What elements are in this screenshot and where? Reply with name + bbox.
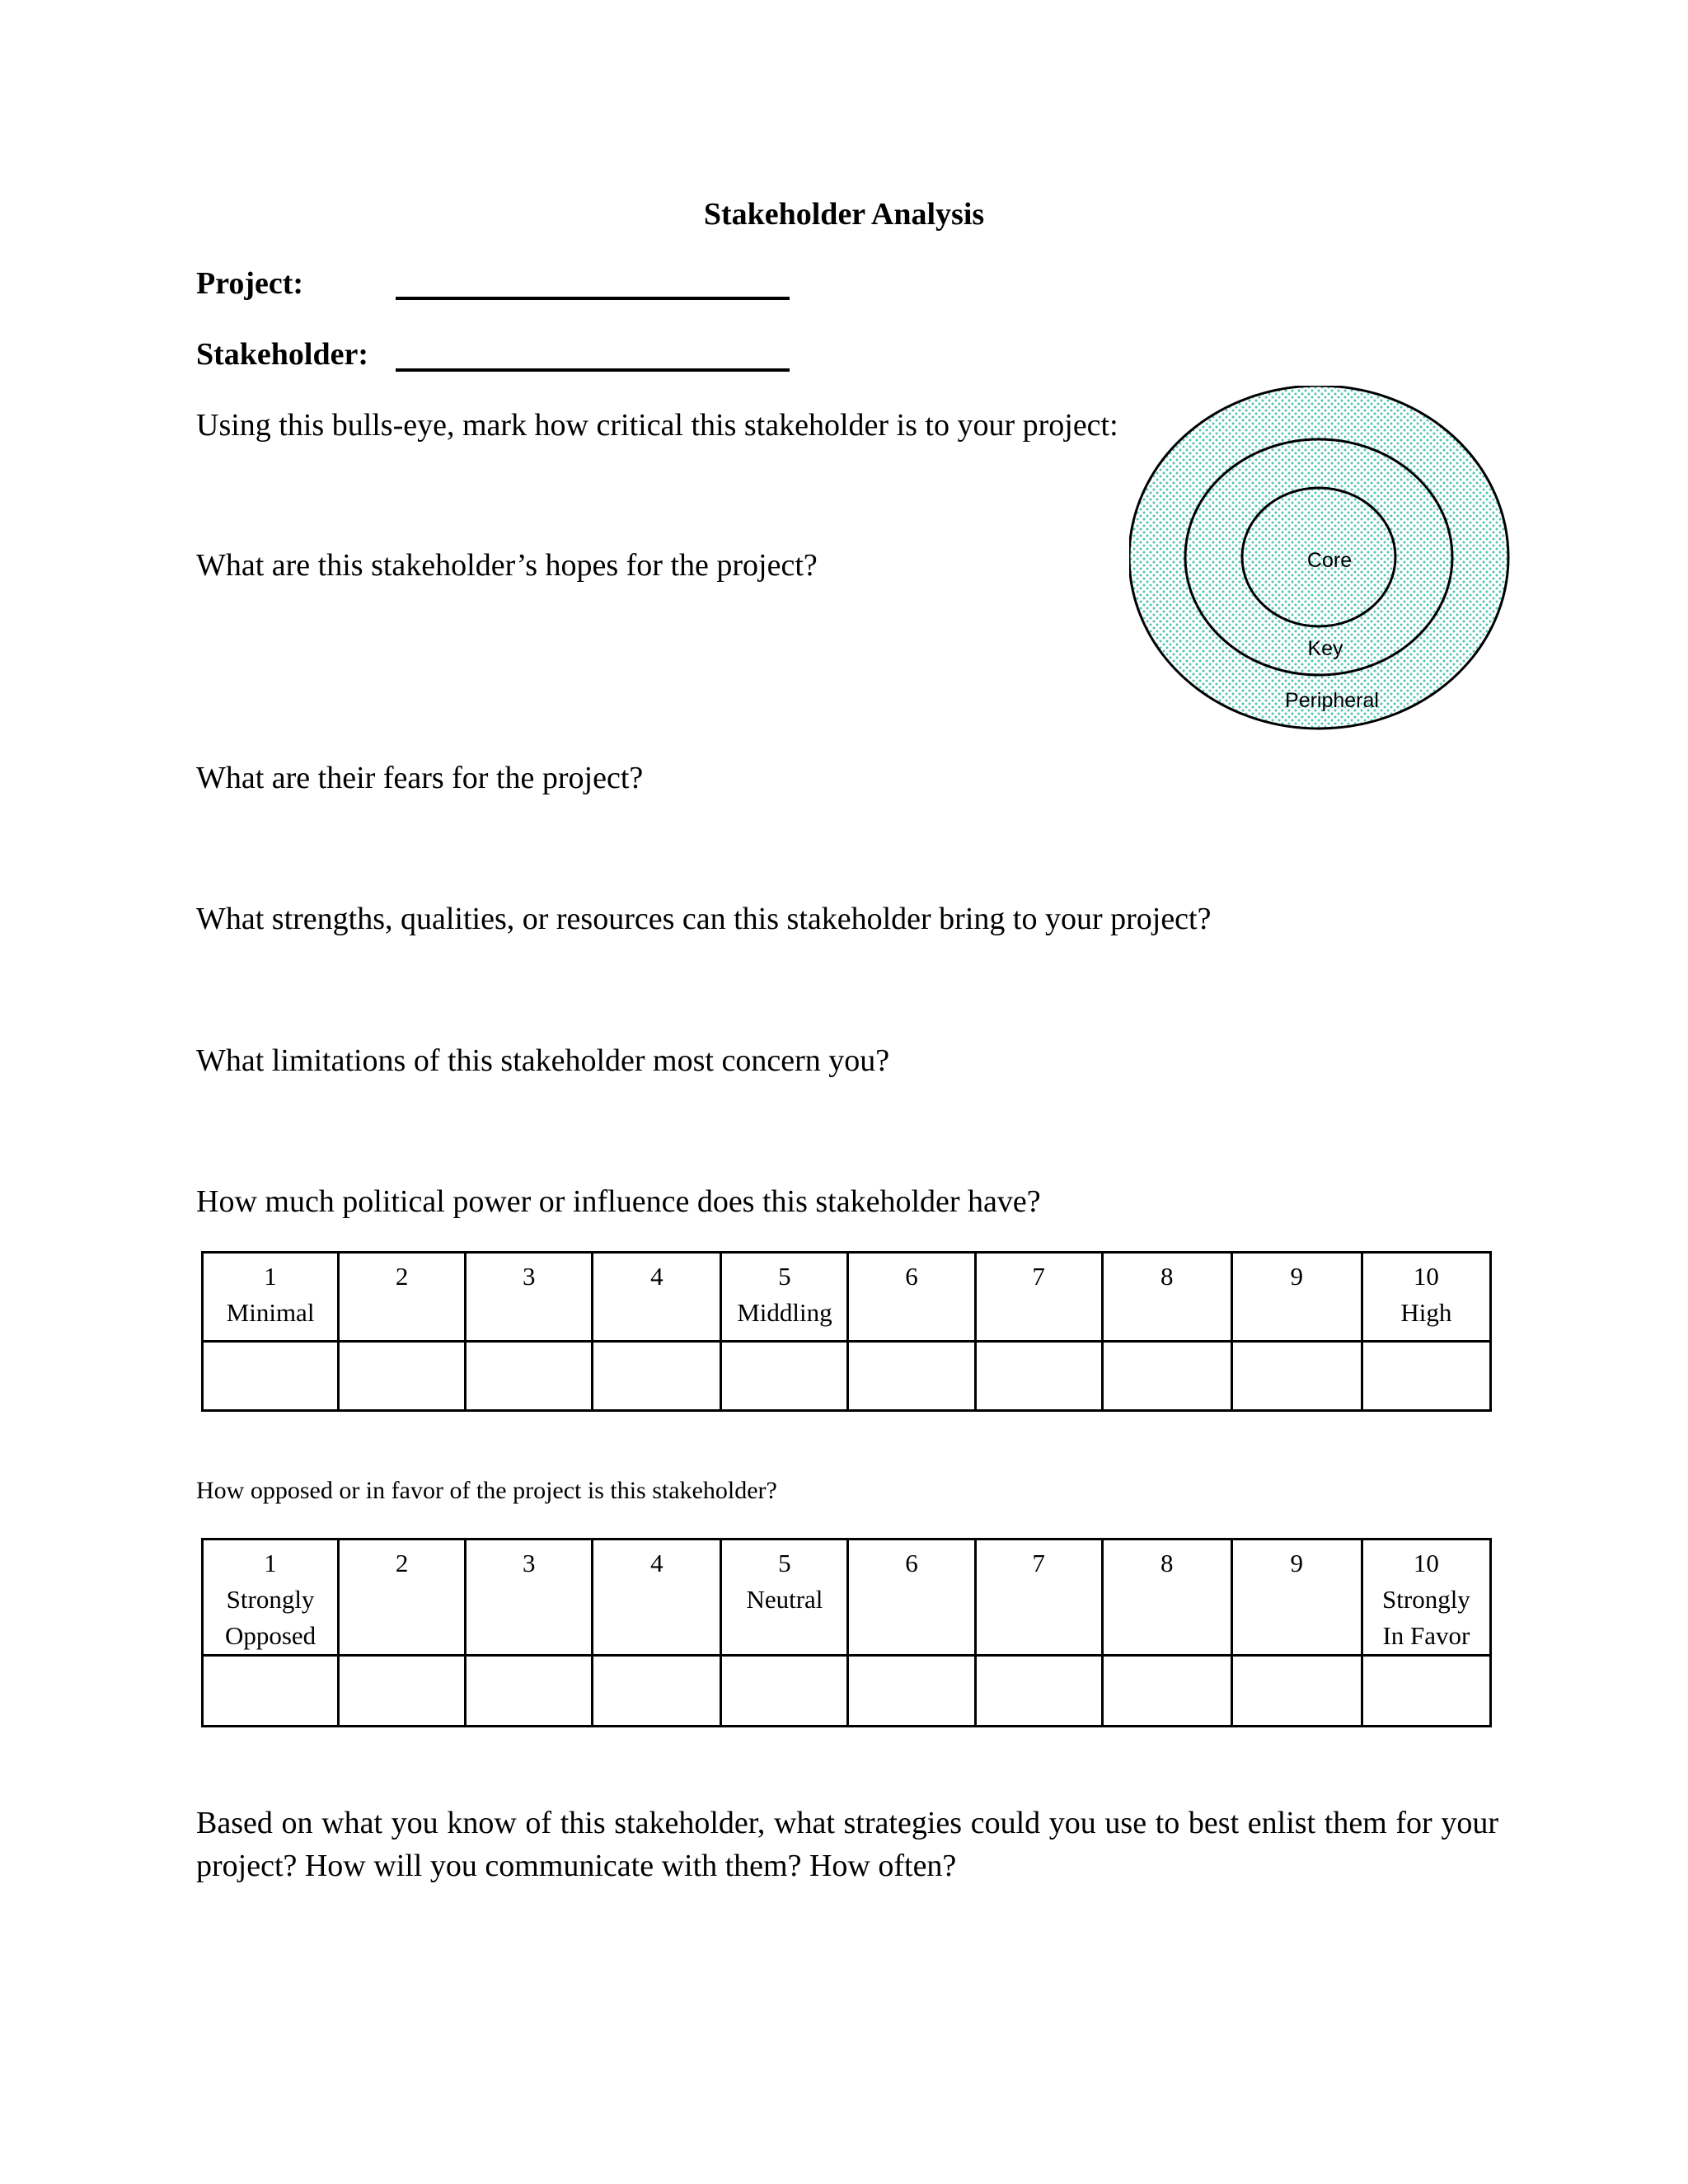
favor-scale-header-cell: 8 (1102, 1540, 1231, 1656)
stakeholder-label: Stakeholder: (196, 337, 368, 372)
favor-scale-header-row (203, 1540, 1491, 1656)
favor-scale-answer-row (203, 1656, 1491, 1727)
power-scale-answer-cell[interactable] (1231, 1342, 1362, 1411)
core-label: Core (1306, 549, 1353, 572)
question-hopes: What are this stakeholder’s hopes for the project? (196, 548, 818, 583)
power-scale-header-cell: 2 (339, 1253, 466, 1342)
power-scale-answer-cell[interactable] (203, 1342, 339, 1411)
favor-scale-header-cell: 4 (593, 1540, 721, 1656)
power-scale-table (201, 1251, 1492, 1412)
project-field-line[interactable] (396, 297, 790, 300)
favor-scale-answer-cell[interactable] (975, 1656, 1102, 1727)
favor-scale-header-cell: 5 Neutral (721, 1540, 848, 1656)
favor-scale-answer-cell[interactable] (1362, 1656, 1490, 1727)
power-scale-answer-cell[interactable] (593, 1342, 721, 1411)
question-fears: What are their fears for the project? (196, 761, 644, 795)
question-strengths: What strengths, qualities, or resources can this stakeholder bring to your project? (196, 902, 1212, 936)
favor-scale-header-cell: 2 (339, 1540, 466, 1656)
power-scale-answer-cell[interactable] (721, 1342, 848, 1411)
peripheral-label: Peripheral (1285, 689, 1379, 712)
power-scale-answer-cell[interactable] (975, 1342, 1102, 1411)
power-scale-header-cell: 7 (975, 1253, 1102, 1342)
power-scale-header-cell: 8 (1102, 1253, 1231, 1342)
power-scale-header-cell: 3 (466, 1253, 593, 1342)
key-label: Key (1307, 637, 1343, 660)
favor-scale-header-cell: 10 Strongly In Favor (1362, 1540, 1490, 1656)
power-scale-header-row (203, 1253, 1491, 1342)
power-scale-header-cell: 9 (1231, 1253, 1362, 1342)
power-scale-header-cell: 10 High (1362, 1253, 1490, 1342)
favor-scale-header-cell: 6 (848, 1540, 975, 1656)
power-scale-header-cell: 5 Middling (721, 1253, 848, 1342)
project-label: Project: (196, 266, 304, 301)
favor-scale-header-cell: 3 (466, 1540, 593, 1656)
favor-scale-answer-cell[interactable] (466, 1656, 593, 1727)
favor-scale-answer-cell[interactable] (203, 1656, 339, 1727)
power-scale-header-cell: 4 (593, 1253, 721, 1342)
favor-scale-header-cell: 9 (1231, 1540, 1362, 1656)
page-title: Stakeholder Analysis (703, 197, 985, 232)
favor-scale-answer-cell[interactable] (593, 1656, 721, 1727)
favor-scale-answer-cell[interactable] (1231, 1656, 1362, 1727)
question-favor: How opposed or in favor of the project is this stakeholder? (196, 1477, 777, 1504)
power-scale-answer-row (203, 1342, 1491, 1411)
power-scale-answer-cell[interactable] (466, 1342, 593, 1411)
stakeholder-field-line[interactable] (396, 368, 790, 372)
bullseye-diagram[interactable] (1129, 386, 1525, 735)
favor-scale-table (201, 1538, 1492, 1727)
favor-scale-answer-cell[interactable] (848, 1656, 975, 1727)
power-scale-answer-cell[interactable] (339, 1342, 466, 1411)
power-scale-answer-cell[interactable] (1362, 1342, 1490, 1411)
question-limitations: What limitations of this stakeholder most concern you? (196, 1043, 890, 1078)
question-bullseye: Using this bulls-eye, mark how critical this stakeholder is to your project: (196, 408, 1118, 443)
favor-scale-header-cell: 1 Strongly Opposed (203, 1540, 339, 1656)
power-scale-answer-cell[interactable] (1102, 1342, 1231, 1411)
power-scale-header-cell: 6 (848, 1253, 975, 1342)
favor-scale-answer-cell[interactable] (721, 1656, 848, 1727)
favor-scale-answer-cell[interactable] (1102, 1656, 1231, 1727)
power-scale-header-cell: 1 Minimal (203, 1253, 339, 1342)
favor-scale-answer-cell[interactable] (339, 1656, 466, 1727)
question-power: How much political power or influence does this stakeholder have? (196, 1184, 1041, 1219)
power-scale-answer-cell[interactable] (848, 1342, 975, 1411)
favor-scale-header-cell: 7 (975, 1540, 1102, 1656)
question-strategies: Based on what you know of this stakeholder, what strategies could you use to best enlist them for your project? How will you communicate with them? How often? (196, 1806, 1498, 1883)
